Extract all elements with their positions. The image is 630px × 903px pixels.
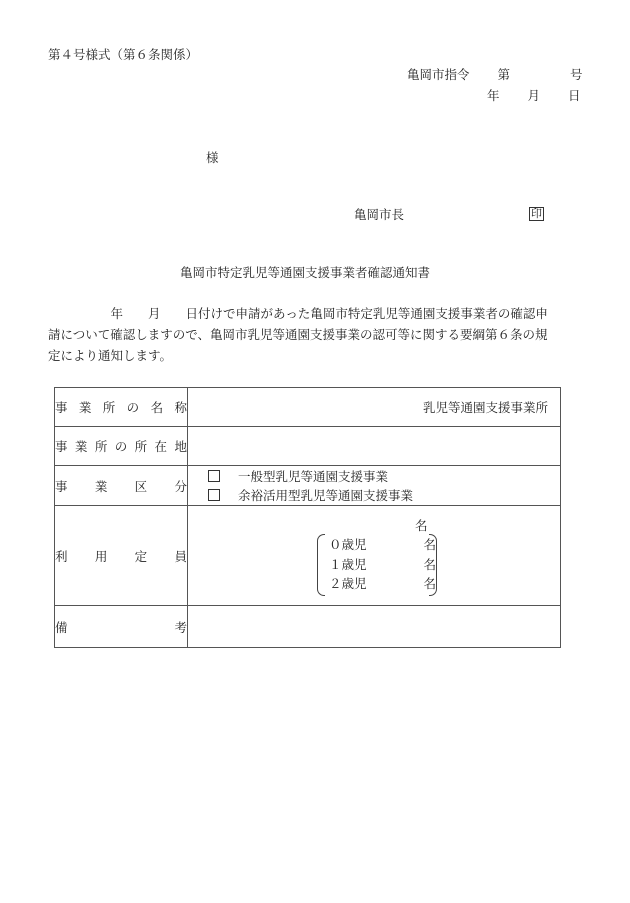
- notice-body: [48, 303, 588, 366]
- date-year: 年: [487, 88, 500, 103]
- table-row-remarks: [55, 606, 561, 648]
- table-row-facility-address: [55, 427, 561, 466]
- seal-mark: 印: [531, 207, 542, 220]
- ref-prefix: 亀岡市指令: [407, 67, 470, 82]
- checkbox-icon: [208, 489, 220, 501]
- facility-info-table: [54, 387, 561, 648]
- ref-dai: 第: [497, 67, 511, 82]
- label-spread: 事 業 所 の 名 称: [55, 400, 187, 415]
- option-surplus: 余裕活用型乳児等通園支援事業: [208, 486, 560, 505]
- date-month: 月: [527, 88, 541, 103]
- addressee-honorific: 様: [206, 150, 219, 165]
- option-general: 一般型乳児等通園支援事業: [208, 467, 560, 486]
- capacity-total-unit: 名: [415, 518, 428, 533]
- body-line: 請について確認しますので、亀岡市乳児等通園支援事業の認可等に関する要綱第６条の規: [48, 327, 548, 342]
- business-type-options: [188, 466, 561, 506]
- date-day: 日: [568, 88, 581, 103]
- sender-name: 亀岡市長: [354, 207, 405, 222]
- capacity-age-1: １歳児 名: [329, 556, 436, 572]
- capacity-value: [188, 506, 561, 606]
- table-row-facility-name: [55, 388, 561, 427]
- body-line: 年 月 日付けで申請があった亀岡市特定乳児等通園支援事業者の確認申: [48, 306, 548, 321]
- label-remarks: 備 考: [55, 606, 188, 648]
- reference-number: [407, 67, 583, 83]
- capacity-by-age: [323, 535, 436, 594]
- ref-go: 号: [570, 67, 583, 82]
- capacity-age-0: ０歳児 名: [329, 537, 436, 552]
- issue-date: [487, 88, 581, 104]
- capacity-age-2: ２歳児 名: [329, 576, 436, 591]
- table-row-capacity: [55, 506, 561, 606]
- facility-name-value: 乳児等通園支援事業所: [188, 388, 561, 427]
- label-facility-name: [55, 388, 188, 427]
- body-line: 定により通知します。: [48, 348, 173, 363]
- label-capacity: 利 用 定 員: [55, 506, 188, 606]
- label-facility-address: 事 業 所 の 所 在 地: [55, 427, 188, 466]
- facility-address-value: [188, 427, 561, 466]
- form-number: 第４号様式（第６条関係）: [48, 47, 199, 62]
- label-business-type: 事 業 区 分: [55, 466, 188, 506]
- remarks-value: [188, 606, 561, 648]
- checkbox-icon: [208, 470, 220, 482]
- table-row-business-type: [55, 466, 561, 506]
- document-title: 亀岡市特定乳児等通園支援事業者確認通知書: [180, 265, 431, 280]
